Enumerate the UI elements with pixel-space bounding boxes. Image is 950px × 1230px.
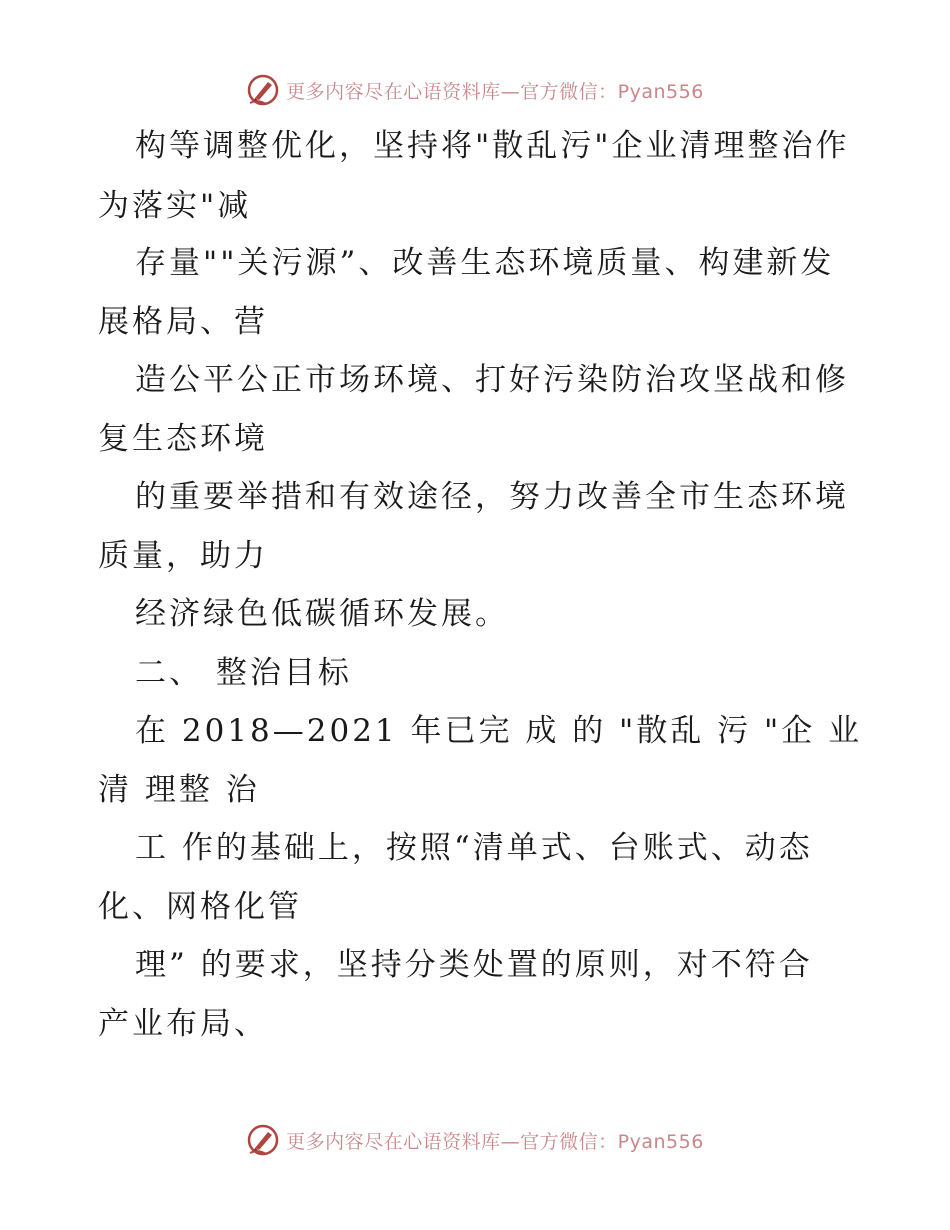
text-line: 在 2018—2021 年已完 成 的 "散乱 污 "企 业 xyxy=(135,713,863,749)
text-line: 产业布局、 xyxy=(98,1006,268,1042)
text-line: 工 作的基础上，按照“清单式、台账式、动态 xyxy=(135,830,813,866)
text-line: 造公平公正市场环境、打好污染防治攻坚战和修 xyxy=(135,362,849,398)
footer-watermark xyxy=(0,1118,950,1162)
watermark-text: 更多内容尽在心语资料库—官方微信：Pyan556 xyxy=(286,80,704,103)
text-line: 质量，助力 xyxy=(98,538,268,574)
watermark-text: 更多内容尽在心语资料库—官方微信：Pyan556 xyxy=(286,1130,704,1153)
text-line: 展格局、营 xyxy=(98,304,268,340)
text-line: 存量""关污源”、改善生态环境质量、构建新发 xyxy=(135,245,835,281)
text-line: 复生态环境 xyxy=(98,421,268,457)
text-line: 的重要举措和有效途径，努力改善全市生态环境 xyxy=(135,479,849,515)
pen-logo-icon xyxy=(246,1123,280,1157)
section-heading: 二、 整治目标 xyxy=(135,655,352,691)
text-line: 经济绿色低碳循环发展。 xyxy=(135,596,509,632)
text-line: 构等调整优化，坚持将"散乱污"企业清理整治作 xyxy=(135,128,850,164)
text-line: 清 理整 治 xyxy=(98,772,260,808)
text-line: 为落实"减 xyxy=(98,188,252,224)
text-line: 理” 的要求，坚持分类处置的原则，对不符合 xyxy=(135,947,813,983)
text-line: 化、网格化管 xyxy=(98,889,302,925)
